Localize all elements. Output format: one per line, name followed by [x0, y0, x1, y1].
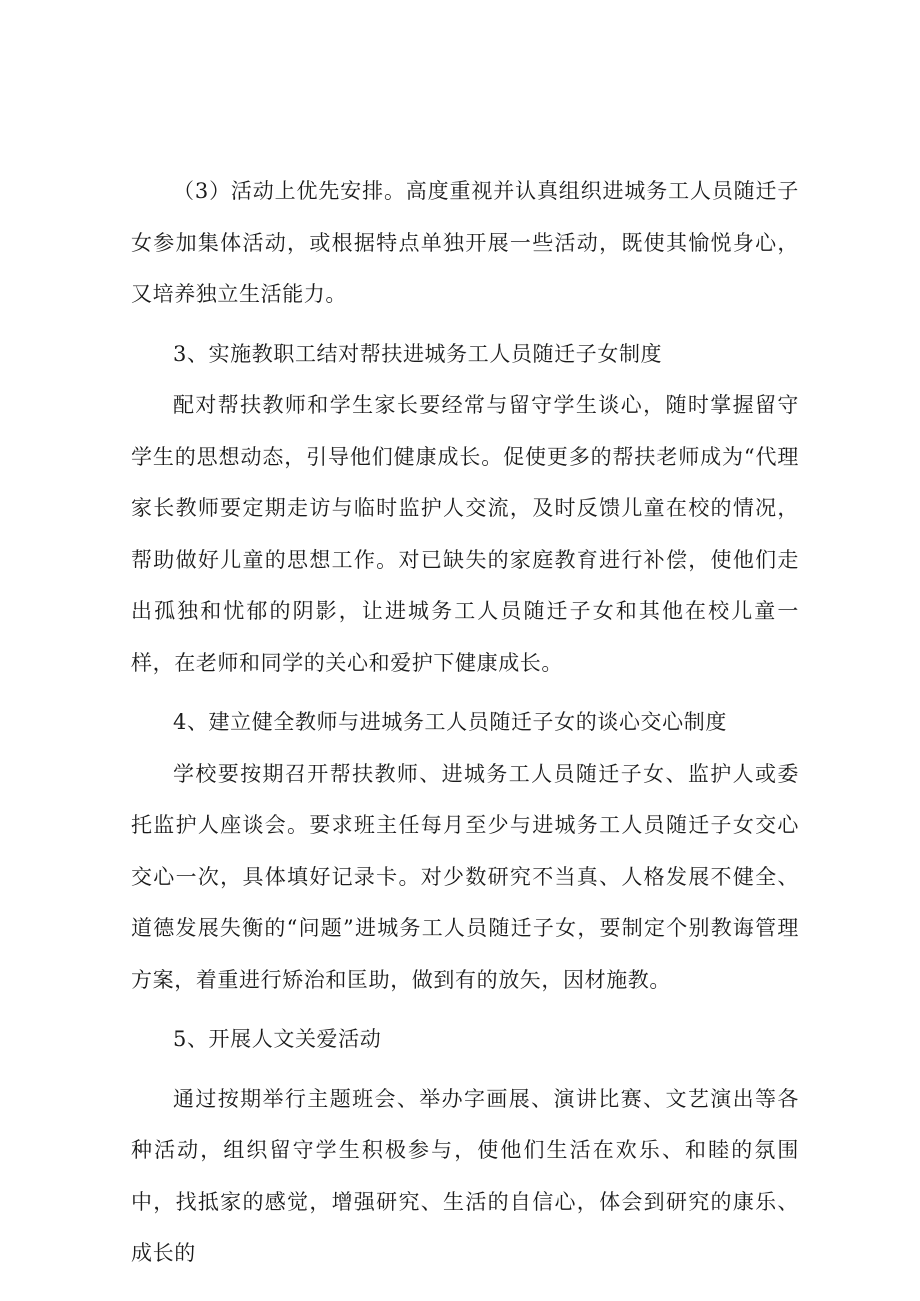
section-heading-4: 4、建立健全教师与进城务工人员随迁子女的谈心交心制度 [173, 710, 727, 734]
paragraph-activity-priority: （3）活动上优先安排。高度重视并认真组织进城务工人员随迁子女参加集体活动，或根据特点单独开展一些活动，既使其愉悦身心，又培养独立生活能力。 [131, 179, 799, 306]
spacer [131, 1066, 799, 1074]
spacer [131, 321, 799, 329]
document-body [131, 166, 799, 1280]
spacer [131, 1006, 799, 1014]
section-heading-3: 3、实施教职工结对帮扶进城务工人员随迁子女制度 [173, 341, 663, 366]
paragraph-care-activities: 通过按期举行主题班会、举办字画展、演讲比赛、文艺演出等各种活动，组织留守学生积极参与，使他们生活在欢乐、和睦的氛围中，找抵家的感觉，增强研究、生活的自信心，体会到研究的康乐、成长的 [131, 1086, 799, 1265]
paragraph-pairing-support: 配对帮扶教师和学生家长要经常与留守学生谈心，随时掌握留守学生的思想动态，引导他们健康成长。促使更多的帮扶老师成为“代理家长教师要定期走访与临时监护人交流，及时反馈儿童在校的情况，帮助做好儿童的思想工作。对已缺失的家庭教育进行补偿，使他们走出孤独和忧郁的阴影，让进城务工人员随迁子女和其他在校儿童一样，在老师和同学的关心和爱护下健康成长。 [131, 393, 799, 675]
paragraph-talk-system: 学校要按期召开帮扶教师、进城务工人员随迁子女、监护人或委托监护人座谈会。要求班主任每月至少与进城务工人员随迁子女交心交心一次，具体填好记录卡。对少数研究不当真、人格发展不健全、道德发展失衡的“问题”进城务工人员随迁子女，要制定个别教诲管理方案，着重进行矫治和匡助，做到有的放矢，因材施教。 [131, 761, 799, 992]
section-heading-5: 5、开展人文关爱活动 [173, 1027, 382, 1051]
spacer [131, 689, 799, 697]
